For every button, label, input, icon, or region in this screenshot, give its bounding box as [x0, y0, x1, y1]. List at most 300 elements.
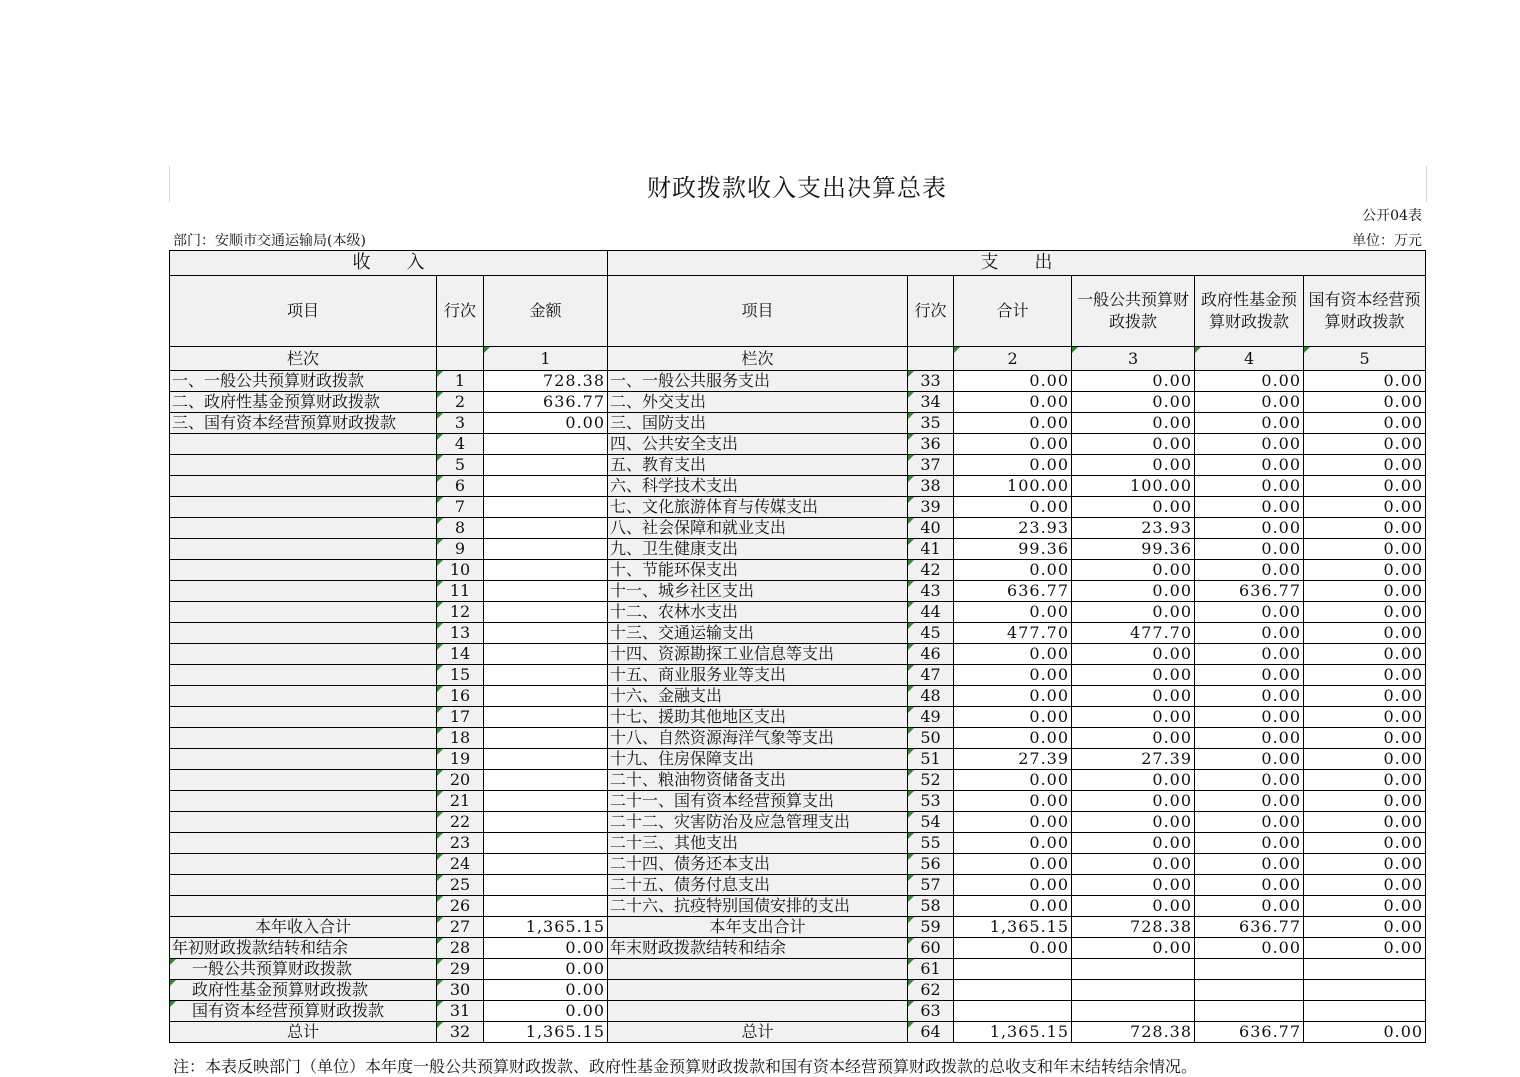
expense-general: 0.00	[1072, 392, 1195, 413]
expense-general: 0.00	[1072, 728, 1195, 749]
income-amount	[484, 539, 608, 560]
expense-total: 1,365.15	[954, 917, 1072, 938]
income-item: 本年收入合计	[170, 917, 437, 938]
expense-col-5: 5	[1304, 347, 1426, 371]
income-amount: 0.00	[484, 980, 608, 1001]
summary-row	[170, 938, 1426, 959]
expense-general: 0.00	[1072, 833, 1195, 854]
expense-general: 0.00	[1072, 413, 1195, 434]
expense-gov-fund: 0.00	[1195, 413, 1304, 434]
table-row	[170, 434, 1426, 455]
expense-general: 0.00	[1072, 665, 1195, 686]
income-amount	[484, 560, 608, 581]
expense-gov-fund: 636.77	[1195, 581, 1304, 602]
expense-general: 0.00	[1072, 812, 1195, 833]
income-row-no: 18	[437, 728, 484, 749]
expense-item: 八、社会保障和就业支出	[608, 518, 908, 539]
expense-gov-fund	[1195, 1001, 1304, 1022]
expense-row-no: 43	[908, 581, 954, 602]
expense-gov-fund: 0.00	[1195, 623, 1304, 644]
expense-gov-fund: 0.00	[1195, 539, 1304, 560]
footnote: 注：本表反映部门（单位）本年度一般公共预算财政拨款、政府性基金预算财政拨款和国有资本经营预算财政拨款的总收支和年末结转结余情况。	[173, 1057, 1198, 1076]
expense-state-capital: 0.00	[1304, 686, 1426, 707]
expense-item: 十四、资源勘探工业信息等支出	[608, 644, 908, 665]
table-row	[170, 413, 1426, 434]
income-item: 三、国有资本经营预算财政拨款	[170, 413, 437, 434]
expense-item-header: 项目	[608, 276, 908, 347]
expense-state-capital: 0.00	[1304, 392, 1426, 413]
income-row-no: 6	[437, 476, 484, 497]
expense-gov-fund: 0.00	[1195, 602, 1304, 623]
expense-item: 二十三、其他支出	[608, 833, 908, 854]
expense-gov-fund	[1195, 980, 1304, 1001]
table-row	[170, 896, 1426, 917]
expense-gov-fund: 0.00	[1195, 644, 1304, 665]
expense-row-no: 58	[908, 896, 954, 917]
income-amount: 0.00	[484, 413, 608, 434]
expense-item: 十八、自然资源海洋气象等支出	[608, 728, 908, 749]
expense-total: 0.00	[954, 497, 1072, 518]
expense-gov-fund: 0.00	[1195, 812, 1304, 833]
income-row-no: 23	[437, 833, 484, 854]
expense-state-capital: 0.00	[1304, 560, 1426, 581]
income-amount	[484, 518, 608, 539]
income-item	[170, 497, 437, 518]
expense-general: 0.00	[1072, 938, 1195, 959]
expense-row-no: 33	[908, 371, 954, 392]
income-row-no-header: 行次	[437, 276, 484, 347]
summary-row	[170, 917, 1426, 938]
expense-state-capital: 0.00	[1304, 413, 1426, 434]
expense-general: 0.00	[1072, 455, 1195, 476]
expense-gov-fund: 0.00	[1195, 833, 1304, 854]
income-amount	[484, 854, 608, 875]
expense-row-no: 55	[908, 833, 954, 854]
expense-state-capital	[1304, 1001, 1426, 1022]
summary-row	[170, 1001, 1426, 1022]
income-item	[170, 707, 437, 728]
expense-state-capital: 0.00	[1304, 791, 1426, 812]
income-item	[170, 539, 437, 560]
expense-item: 二、外交支出	[608, 392, 908, 413]
income-row-no: 21	[437, 791, 484, 812]
income-amount	[484, 434, 608, 455]
income-row-no: 3	[437, 413, 484, 434]
income-amount: 0.00	[484, 959, 608, 980]
expense-state-capital: 0.00	[1304, 623, 1426, 644]
table-row	[170, 497, 1426, 518]
income-amount: 1,365.15	[484, 1022, 608, 1043]
income-amount	[484, 581, 608, 602]
expense-gov-fund: 0.00	[1195, 791, 1304, 812]
expense-item: 总计	[608, 1022, 908, 1043]
income-amount-header: 金额	[484, 276, 608, 347]
table-row	[170, 539, 1426, 560]
expense-gov-fund: 0.00	[1195, 686, 1304, 707]
expense-total: 0.00	[954, 875, 1072, 896]
expense-state-capital: 0.00	[1304, 854, 1426, 875]
income-row-no: 14	[437, 644, 484, 665]
table-row	[170, 476, 1426, 497]
income-row-no: 28	[437, 938, 484, 959]
expense-state-capital: 0.00	[1304, 371, 1426, 392]
expense-gov-fund	[1195, 959, 1304, 980]
table-row	[170, 392, 1426, 413]
expense-col-3: 3	[1072, 347, 1195, 371]
expense-row-no: 50	[908, 728, 954, 749]
income-amount	[484, 665, 608, 686]
income-item	[170, 875, 437, 896]
expense-col-4: 4	[1195, 347, 1304, 371]
expense-row-no: 37	[908, 455, 954, 476]
expense-item	[608, 980, 908, 1001]
expense-general: 0.00	[1072, 560, 1195, 581]
expense-total: 23.93	[954, 518, 1072, 539]
expense-total: 636.77	[954, 581, 1072, 602]
expense-general: 0.00	[1072, 497, 1195, 518]
income-amount	[484, 812, 608, 833]
expense-general	[1072, 980, 1195, 1001]
income-amount	[484, 476, 608, 497]
income-row-no: 4	[437, 434, 484, 455]
gov-fund-header: 政府性基金预算财政拨款	[1195, 276, 1304, 347]
income-row-no: 17	[437, 707, 484, 728]
income-amount	[484, 875, 608, 896]
general-budget-header: 一般公共预算财政拨款	[1072, 276, 1195, 347]
budget-table	[169, 250, 1426, 1043]
expense-total: 477.70	[954, 623, 1072, 644]
income-row-no: 9	[437, 539, 484, 560]
expense-total: 0.00	[954, 728, 1072, 749]
expense-gov-fund: 0.00	[1195, 707, 1304, 728]
expense-item: 六、科学技术支出	[608, 476, 908, 497]
income-item	[170, 728, 437, 749]
income-amount	[484, 497, 608, 518]
expense-general: 477.70	[1072, 623, 1195, 644]
expense-gov-fund: 0.00	[1195, 896, 1304, 917]
income-item	[170, 665, 437, 686]
expense-total: 0.00	[954, 413, 1072, 434]
summary-row	[170, 959, 1426, 980]
income-row-no: 32	[437, 1022, 484, 1043]
expense-header: 支 出	[608, 251, 1426, 276]
income-row-no: 2	[437, 392, 484, 413]
expense-general: 23.93	[1072, 518, 1195, 539]
expense-row-no: 61	[908, 959, 954, 980]
expense-gov-fund: 0.00	[1195, 434, 1304, 455]
expense-general: 0.00	[1072, 602, 1195, 623]
income-item	[170, 560, 437, 581]
column-index-row	[170, 347, 1426, 371]
expense-item: 十六、金融支出	[608, 686, 908, 707]
expense-row-no: 38	[908, 476, 954, 497]
expense-general: 0.00	[1072, 875, 1195, 896]
expense-total: 1,365.15	[954, 1022, 1072, 1043]
expense-gov-fund: 0.00	[1195, 455, 1304, 476]
income-row-no: 11	[437, 581, 484, 602]
expense-state-capital: 0.00	[1304, 1022, 1426, 1043]
income-row-no: 10	[437, 560, 484, 581]
expense-total	[954, 1001, 1072, 1022]
expense-state-capital: 0.00	[1304, 476, 1426, 497]
expense-gov-fund: 0.00	[1195, 938, 1304, 959]
expense-row-no: 35	[908, 413, 954, 434]
income-row-no: 19	[437, 749, 484, 770]
income-item	[170, 770, 437, 791]
expense-general: 0.00	[1072, 581, 1195, 602]
income-item: 一般公共预算财政拨款	[170, 959, 437, 980]
expense-item: 二十一、国有资本经营预算支出	[608, 791, 908, 812]
income-amount: 0.00	[484, 938, 608, 959]
income-item: 二、政府性基金预算财政拨款	[170, 392, 437, 413]
expense-item: 十五、商业服务业等支出	[608, 665, 908, 686]
expense-row-no: 60	[908, 938, 954, 959]
page-title: 财政拨款收入支出决算总表	[647, 174, 947, 202]
income-amount	[484, 749, 608, 770]
expense-general: 100.00	[1072, 476, 1195, 497]
income-item: 年初财政拨款结转和结余	[170, 938, 437, 959]
expense-state-capital: 0.00	[1304, 497, 1426, 518]
table-row	[170, 623, 1426, 644]
expense-item: 二十、粮油物资储备支出	[608, 770, 908, 791]
table-row	[170, 644, 1426, 665]
expense-total	[954, 980, 1072, 1001]
expense-row-no: 47	[908, 665, 954, 686]
expense-row-no: 45	[908, 623, 954, 644]
expense-general: 0.00	[1072, 791, 1195, 812]
expense-total: 0.00	[954, 392, 1072, 413]
expense-general: 27.39	[1072, 749, 1195, 770]
income-amount	[484, 791, 608, 812]
expense-state-capital: 0.00	[1304, 917, 1426, 938]
table-row	[170, 707, 1426, 728]
income-row-no: 25	[437, 875, 484, 896]
expense-item: 本年支出合计	[608, 917, 908, 938]
expense-general: 0.00	[1072, 770, 1195, 791]
income-item	[170, 812, 437, 833]
expense-row-no: 40	[908, 518, 954, 539]
income-col-blank	[437, 347, 484, 371]
expense-general: 0.00	[1072, 644, 1195, 665]
income-item	[170, 854, 437, 875]
expense-row-no: 39	[908, 497, 954, 518]
income-item: 总计	[170, 1022, 437, 1043]
income-item	[170, 749, 437, 770]
expense-row-no: 46	[908, 644, 954, 665]
income-item	[170, 602, 437, 623]
income-amount: 636.77	[484, 392, 608, 413]
table-row	[170, 833, 1426, 854]
income-row-no: 5	[437, 455, 484, 476]
expense-gov-fund: 0.00	[1195, 476, 1304, 497]
income-amount	[484, 623, 608, 644]
income-amount	[484, 602, 608, 623]
expense-total: 0.00	[954, 854, 1072, 875]
expense-gov-fund: 0.00	[1195, 518, 1304, 539]
expense-item: 九、卫生健康支出	[608, 539, 908, 560]
expense-general: 728.38	[1072, 1022, 1195, 1043]
expense-gov-fund: 0.00	[1195, 371, 1304, 392]
expense-state-capital: 0.00	[1304, 707, 1426, 728]
expense-item: 十七、援助其他地区支出	[608, 707, 908, 728]
expense-item: 三、国防支出	[608, 413, 908, 434]
income-item	[170, 518, 437, 539]
table-row	[170, 854, 1426, 875]
expense-col-label: 栏次	[608, 347, 908, 371]
expense-general: 0.00	[1072, 371, 1195, 392]
form-number: 公开04表	[1362, 208, 1422, 224]
expense-row-no-header: 行次	[908, 276, 954, 347]
expense-state-capital: 0.00	[1304, 896, 1426, 917]
income-amount	[484, 644, 608, 665]
expense-row-no: 52	[908, 770, 954, 791]
expense-total: 0.00	[954, 707, 1072, 728]
expense-row-no: 64	[908, 1022, 954, 1043]
expense-row-no: 42	[908, 560, 954, 581]
expense-state-capital: 0.00	[1304, 581, 1426, 602]
expense-state-capital: 0.00	[1304, 812, 1426, 833]
income-row-no: 24	[437, 854, 484, 875]
table-row	[170, 518, 1426, 539]
expense-general	[1072, 959, 1195, 980]
income-amount: 0.00	[484, 1001, 608, 1022]
income-amount	[484, 833, 608, 854]
expense-gov-fund: 0.00	[1195, 875, 1304, 896]
expense-row-no: 44	[908, 602, 954, 623]
expense-general: 0.00	[1072, 854, 1195, 875]
income-item	[170, 476, 437, 497]
expense-row-no: 53	[908, 791, 954, 812]
expense-item: 十二、农林水支出	[608, 602, 908, 623]
expense-total	[954, 959, 1072, 980]
expense-total: 100.00	[954, 476, 1072, 497]
expense-item	[608, 1001, 908, 1022]
expense-total: 0.00	[954, 791, 1072, 812]
income-row-no: 12	[437, 602, 484, 623]
expense-row-no: 51	[908, 749, 954, 770]
income-row-no: 8	[437, 518, 484, 539]
expense-row-no: 36	[908, 434, 954, 455]
expense-item: 五、教育支出	[608, 455, 908, 476]
table-row	[170, 602, 1426, 623]
expense-item: 年末财政拨款结转和结余	[608, 938, 908, 959]
table-row	[170, 749, 1426, 770]
income-item	[170, 896, 437, 917]
expense-row-no: 62	[908, 980, 954, 1001]
income-row-no: 1	[437, 371, 484, 392]
expense-item: 二十四、债务还本支出	[608, 854, 908, 875]
income-row-no: 22	[437, 812, 484, 833]
expense-item: 一、一般公共服务支出	[608, 371, 908, 392]
income-item: 政府性基金预算财政拨款	[170, 980, 437, 1001]
expense-row-no: 57	[908, 875, 954, 896]
table-row	[170, 560, 1426, 581]
table-row	[170, 581, 1426, 602]
income-item	[170, 434, 437, 455]
expense-general: 728.38	[1072, 917, 1195, 938]
income-row-no: 30	[437, 980, 484, 1001]
income-row-no: 13	[437, 623, 484, 644]
summary-row	[170, 980, 1426, 1001]
expense-total: 0.00	[954, 833, 1072, 854]
expense-item: 十九、住房保障支出	[608, 749, 908, 770]
expense-state-capital: 0.00	[1304, 938, 1426, 959]
expense-total: 0.00	[954, 560, 1072, 581]
income-item	[170, 644, 437, 665]
income-row-no: 16	[437, 686, 484, 707]
expense-state-capital: 0.00	[1304, 875, 1426, 896]
expense-general: 0.00	[1072, 896, 1195, 917]
income-item	[170, 791, 437, 812]
expense-general: 99.36	[1072, 539, 1195, 560]
expense-gov-fund: 0.00	[1195, 749, 1304, 770]
income-col-1: 1	[484, 347, 608, 371]
income-row-no: 29	[437, 959, 484, 980]
income-amount	[484, 896, 608, 917]
expense-item: 四、公共安全支出	[608, 434, 908, 455]
expense-total: 0.00	[954, 812, 1072, 833]
table-row	[170, 728, 1426, 749]
expense-row-no: 34	[908, 392, 954, 413]
expense-total: 0.00	[954, 770, 1072, 791]
income-row-no: 15	[437, 665, 484, 686]
column-header-row	[170, 276, 1426, 347]
expense-general: 0.00	[1072, 686, 1195, 707]
income-amount: 1,365.15	[484, 917, 608, 938]
expense-total: 0.00	[954, 938, 1072, 959]
expense-state-capital: 0.00	[1304, 434, 1426, 455]
expense-total: 0.00	[954, 896, 1072, 917]
income-item	[170, 455, 437, 476]
expense-gov-fund: 636.77	[1195, 1022, 1304, 1043]
expense-general: 0.00	[1072, 434, 1195, 455]
income-row-no: 27	[437, 917, 484, 938]
expense-total: 0.00	[954, 602, 1072, 623]
table-row	[170, 812, 1426, 833]
expense-state-capital: 0.00	[1304, 749, 1426, 770]
expense-state-capital	[1304, 980, 1426, 1001]
expense-item: 十三、交通运输支出	[608, 623, 908, 644]
income-item-header: 项目	[170, 276, 437, 347]
expense-gov-fund: 0.00	[1195, 497, 1304, 518]
total-header: 合计	[954, 276, 1072, 347]
expense-gov-fund: 0.00	[1195, 728, 1304, 749]
expense-gov-fund: 0.00	[1195, 854, 1304, 875]
expense-general: 0.00	[1072, 707, 1195, 728]
expense-col-blank	[908, 347, 954, 371]
income-amount	[484, 770, 608, 791]
expense-total: 0.00	[954, 686, 1072, 707]
expense-item: 七、文化旅游体育与传媒支出	[608, 497, 908, 518]
expense-item: 二十五、债务付息支出	[608, 875, 908, 896]
expense-total: 0.00	[954, 371, 1072, 392]
expense-gov-fund: 0.00	[1195, 560, 1304, 581]
table-row	[170, 455, 1426, 476]
expense-gov-fund: 0.00	[1195, 770, 1304, 791]
income-amount	[484, 728, 608, 749]
income-amount	[484, 707, 608, 728]
expense-state-capital: 0.00	[1304, 455, 1426, 476]
income-row-no: 7	[437, 497, 484, 518]
expense-row-no: 59	[908, 917, 954, 938]
department-label: 部门：安顺市交通运输局(本级)	[173, 233, 366, 249]
income-col-label: 栏次	[170, 347, 437, 371]
income-header: 收 入	[170, 251, 608, 276]
unit-label: 单位：万元	[1352, 233, 1422, 249]
expense-item: 十一、城乡社区支出	[608, 581, 908, 602]
expense-state-capital	[1304, 959, 1426, 980]
expense-state-capital: 0.00	[1304, 728, 1426, 749]
